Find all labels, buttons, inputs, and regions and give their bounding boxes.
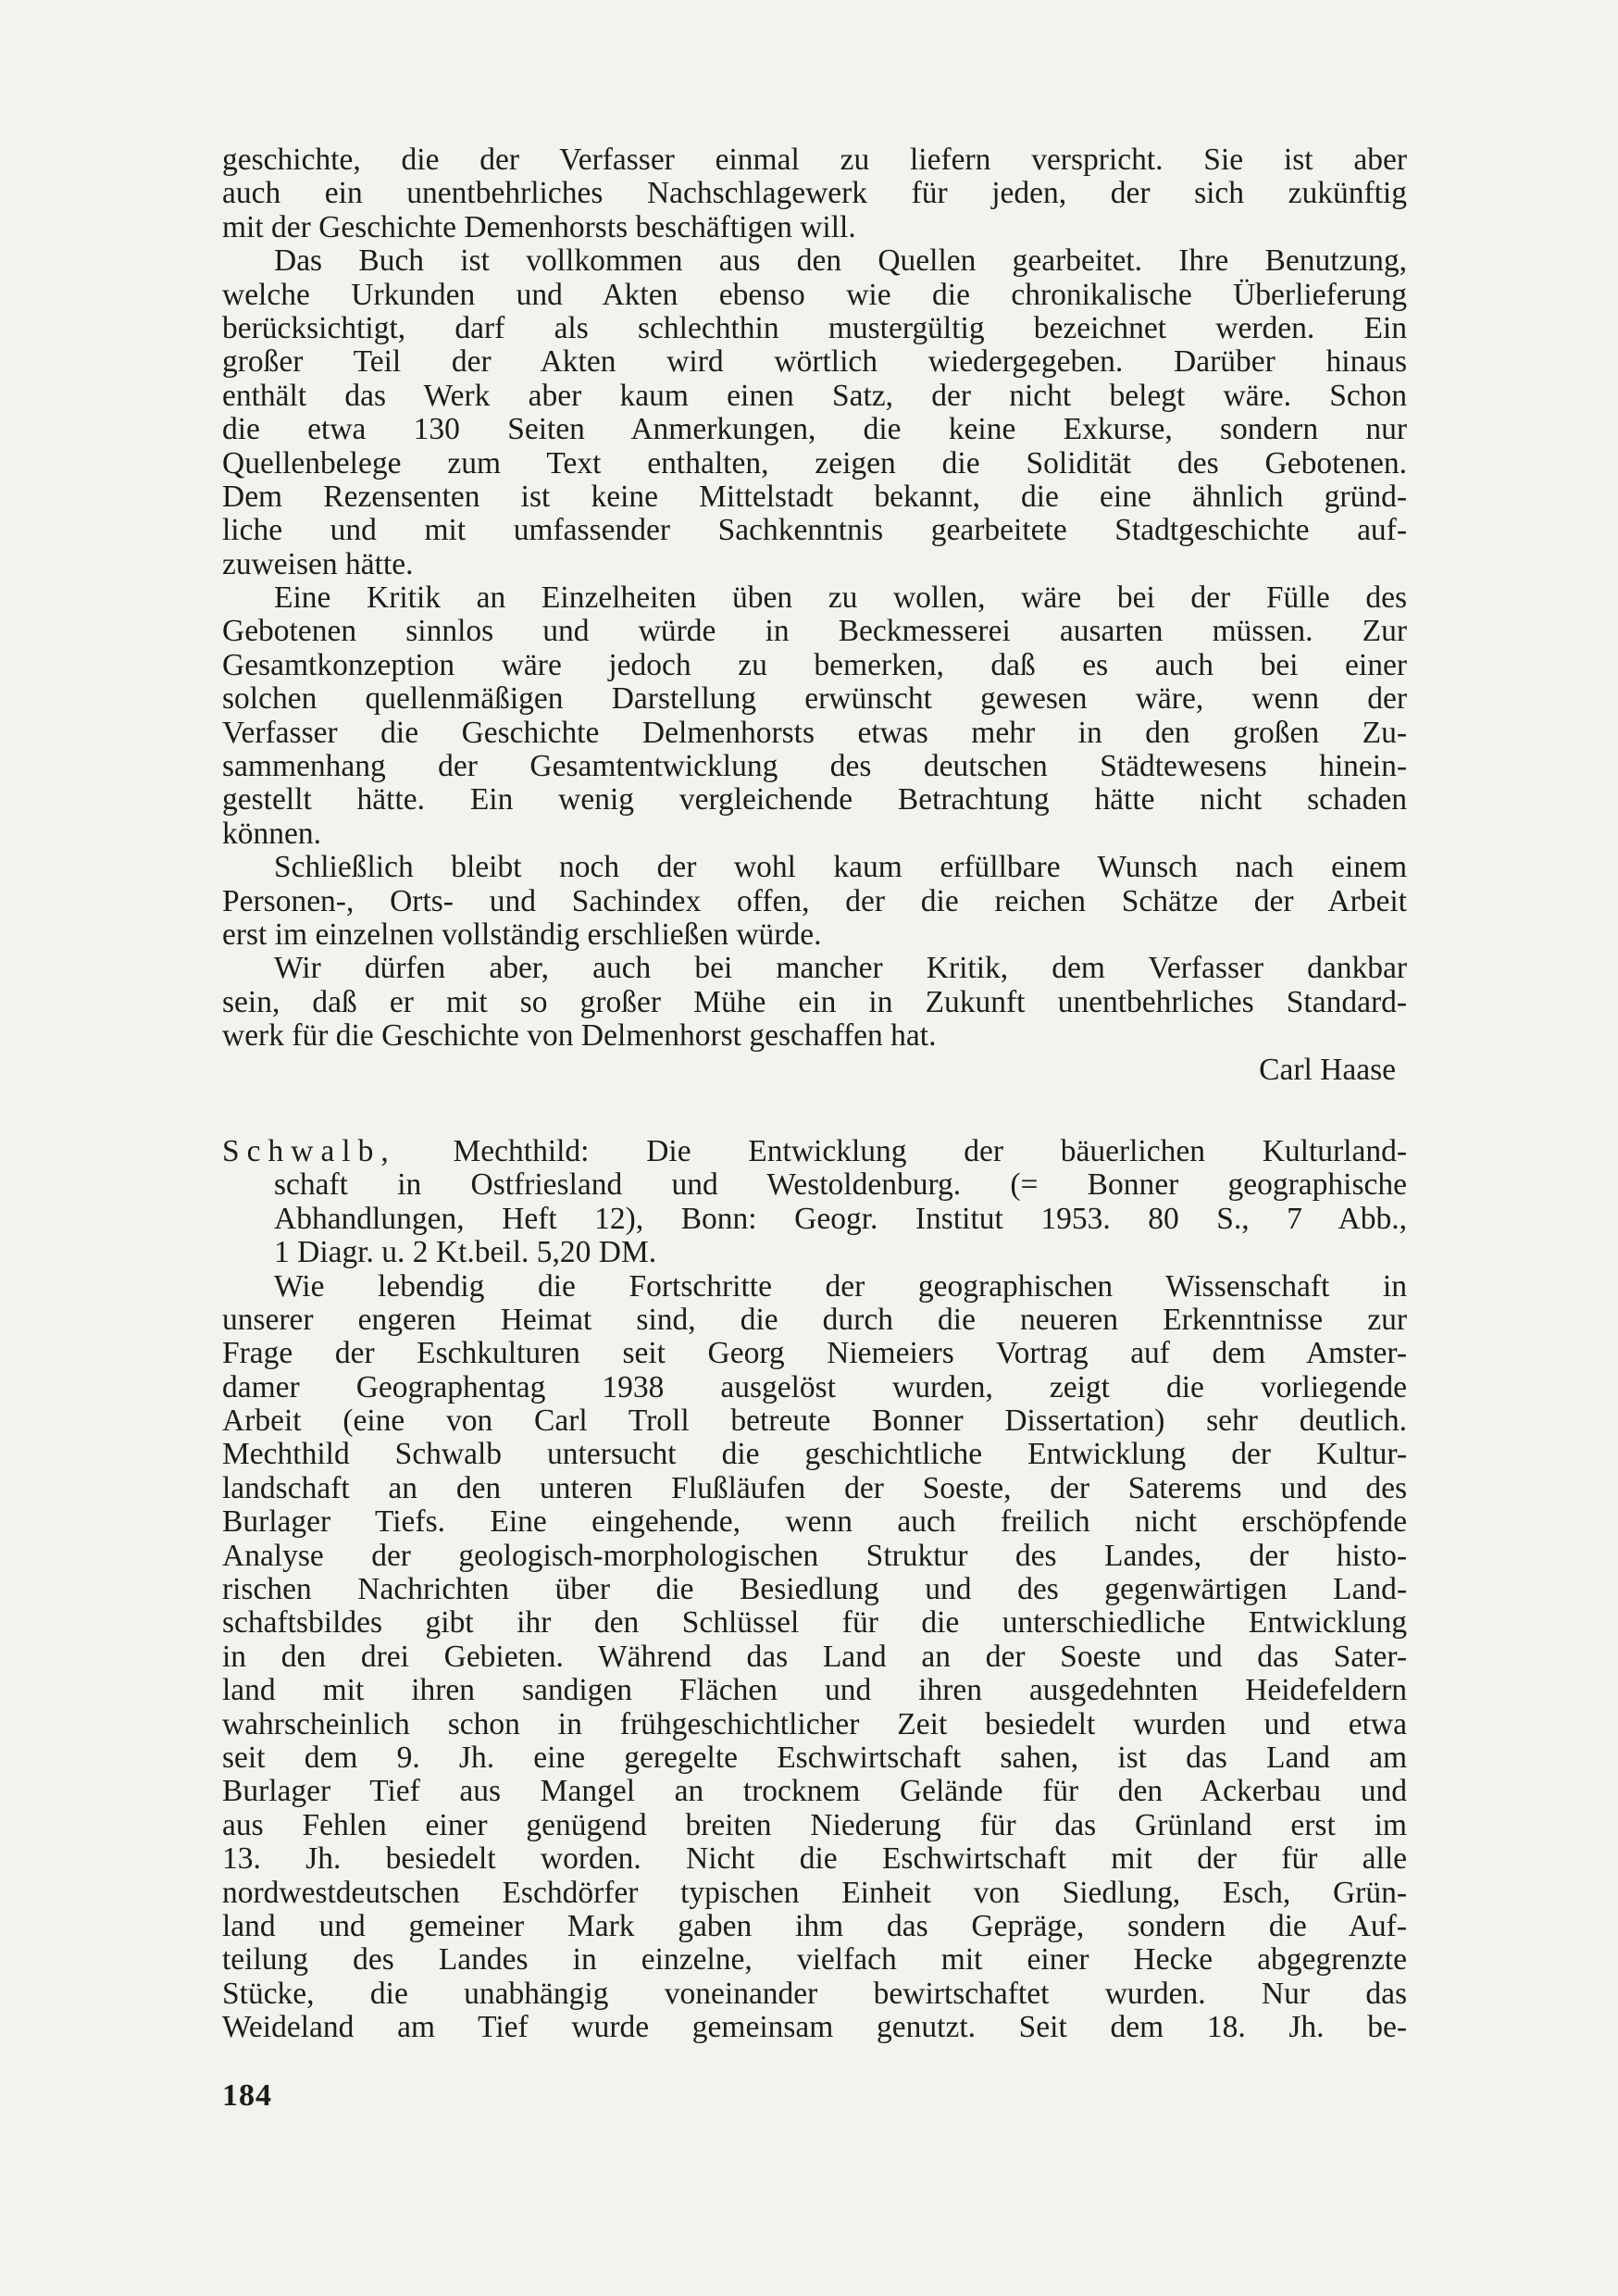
text-line: unserer engeren Heimat sind, die durch die neueren Erkenntnisse zur xyxy=(222,1302,1407,1337)
text-line: teilung des Landes in einzelne, vielfach mit einer Hecke abgegrenzte xyxy=(222,1942,1407,1978)
text-line: Gebotenen sinnlos und würde in Beckmesserei ausarten müssen. Zur xyxy=(222,614,1407,649)
text-line: Stücke, die unabhängig voneinander bewirtschaftet wurden. Nur das xyxy=(222,1976,1407,2011)
text-line: werk für die Geschichte von Delmenhorst geschaffen hat. xyxy=(222,1018,937,1054)
text-line: Burlager Tiefs. Eine eingehende, wenn auch freilich nicht erschöpfende xyxy=(222,1504,1407,1540)
text-line: solchen quellenmäßigen Darstellung erwünscht gewesen wäre, wenn der xyxy=(222,681,1407,717)
text-line: Dem Rezensenten ist keine Mittelstadt bekannt, die eine ähnlich gründ- xyxy=(222,479,1407,514)
text-line: mit der Geschichte Demenhorsts beschäftigen will. xyxy=(222,209,856,244)
text-line: Schließlich bleibt noch der wohl kaum erfüllbare Wunsch nach einem xyxy=(274,850,1407,885)
text-line: Verfasser die Geschichte Delmenhorsts etwas mehr in den großen Zu- xyxy=(222,715,1407,750)
text-line: Mechthild Schwalb untersucht die geschichtliche Entwicklung der Kultur- xyxy=(222,1437,1407,1472)
text-line: welche Urkunden und Akten ebenso wie die chronikalische Überlieferung xyxy=(222,277,1407,312)
review-body xyxy=(222,1270,1407,2045)
section-gap xyxy=(222,1087,1407,1135)
text-line: aus Fehlen einer genügend breiten Niederung für das Grünland erst im xyxy=(222,1807,1407,1842)
review-carl-haase xyxy=(222,144,1407,1054)
text-line: landschaft an den unteren Flußläufen der Soeste, der Saterems und des xyxy=(222,1470,1407,1505)
text-line: Frage der Eschkulturen seit Georg Niemeiers Vortrag auf dem Amster- xyxy=(222,1336,1407,1371)
text-line: können. xyxy=(222,816,321,851)
page-number: 184 xyxy=(222,2078,272,2113)
text-line: Eine Kritik an Einzelheiten üben zu wollen, wäre bei der Fülle des xyxy=(274,580,1407,616)
citation-line: Abhandlungen, Heft 12), Bonn: Geogr. Institut 1953. 80 S., 7 Abb., xyxy=(274,1201,1407,1236)
paragraph xyxy=(222,144,1407,244)
citation-first-line xyxy=(222,1135,1407,1168)
text-line: Weideland am Tief wurde gemeinsam genutzt. Seit dem 18. Jh. be- xyxy=(222,2010,1407,2045)
text-line: Wir dürfen aber, auch bei mancher Kritik, dem Verfasser dankbar xyxy=(274,951,1407,986)
text-line: land und gemeiner Mark gaben ihm das Gepräge, sondern die Auf- xyxy=(222,1908,1407,1943)
review-schwalb xyxy=(222,1135,1407,2045)
text-line: Gesamtkonzeption wäre jedoch zu bemerken, daß es auch bei einer xyxy=(222,647,1407,682)
text-line: erst im einzelnen vollständig erschließen würde. xyxy=(222,917,822,952)
text-line: nordwestdeutschen Eschdörfer typischen Einheit von Siedlung, Esch, Grün- xyxy=(222,1875,1407,1910)
text-line: enthält das Werk aber kaum einen Satz, der nicht belegt wäre. Schon xyxy=(222,378,1407,413)
text-line: Arbeit (eine von Carl Troll betreute Bonner Dissertation) sehr deutlich. xyxy=(222,1404,1407,1439)
paragraph xyxy=(222,952,1407,1053)
paragraph xyxy=(222,581,1407,851)
text-line: sammenhang der Gesamtentwicklung des deutschen Städtewesens hinein- xyxy=(222,749,1407,784)
text-line: schaftsbildes gibt ihr den Schlüssel für die unterschiedliche Entwicklung xyxy=(222,1605,1407,1641)
text-line: damer Geographentag 1938 ausgelöst wurden, zeigt die vorliegende xyxy=(222,1369,1407,1404)
text-line: 13. Jh. besiedelt worden. Nicht die Eschwirtschaft mit der für alle xyxy=(222,1841,1407,1877)
text-line: auch ein unentbehrliches Nachschlagewerk für jeden, der sich zukünftig xyxy=(222,176,1407,211)
citation-title-start: Mechthild: Die Entwicklung der bäuerlichen Kulturland- xyxy=(453,1133,1408,1168)
text-line: Quellenbelege zum Text enthalten, zeigen die Solidität des Gebotenen. xyxy=(222,445,1407,480)
text-line: berücksichtigt, darf als schlechthin mustergültig bezeichnet werden. Ein xyxy=(222,310,1407,345)
text-line: Wie lebendig die Fortschritte der geographischen Wissenschaft in xyxy=(274,1268,1407,1304)
text-line: sein, daß er mit so großer Mühe ein in Zukunft unentbehrliches Standard- xyxy=(222,984,1407,1019)
text-line: gestellt hätte. Ein wenig vergleichende Betrachtung hätte nicht schaden xyxy=(222,782,1407,817)
reviewer-signature: Carl Haase xyxy=(1259,1052,1396,1087)
text-line: wahrscheinlich schon in frühgeschichtlicher Zeit besiedelt wurden und etwa xyxy=(222,1706,1407,1741)
text-line: Burlager Tief aus Mangel an trocknem Gelände für den Ackerbau und xyxy=(222,1774,1407,1809)
paragraph xyxy=(222,851,1407,952)
text-line: Das Buch ist vollkommen aus den Quellen gearbeitet. Ihre Benutzung, xyxy=(274,243,1407,279)
text-line: zuweisen hätte. xyxy=(222,546,414,581)
text-line: liche und mit umfassender Sachkenntnis gearbeitete Stadtgeschichte auf- xyxy=(222,513,1407,548)
text-line: Analyse der geologisch-morphologischen Struktur des Landes, der histo- xyxy=(222,1538,1407,1573)
citation-author-surname: Schwalb, xyxy=(222,1133,396,1168)
text-line: rischen Nachrichten über die Besiedlung und des gegenwärtigen Land- xyxy=(222,1572,1407,1607)
paragraph xyxy=(222,244,1407,581)
text-line: land mit ihren sandigen Flächen und ihren ausgedehnten Heidefeldern xyxy=(222,1673,1407,1708)
text-line: großer Teil der Akten wird wörtlich wiedergegeben. Darüber hinaus xyxy=(222,344,1407,380)
page-text-column xyxy=(222,144,1407,2044)
text-line: seit dem 9. Jh. eine geregelte Eschwirtschaft sahen, ist das Land am xyxy=(222,1740,1407,1775)
text-line: die etwa 130 Seiten Anmerkungen, die keine Exkurse, sondern nur xyxy=(222,412,1407,447)
citation-line: schaft in Ostfriesland und Westoldenburg. (= Bonner geographische xyxy=(274,1167,1407,1203)
citation-line: 1 Diagr. u. 2 Kt.beil. 5,20 DM. xyxy=(274,1235,657,1270)
citation-continuation xyxy=(222,1168,1407,1269)
text-line: Personen-, Orts- und Sachindex offen, der die reichen Schätze der Arbeit xyxy=(222,883,1407,918)
text-line: in den drei Gebieten. Während das Land an der Soeste und das Sater- xyxy=(222,1639,1407,1674)
text-line: geschichte, die der Verfasser einmal zu liefern verspricht. Sie ist aber xyxy=(222,143,1407,177)
